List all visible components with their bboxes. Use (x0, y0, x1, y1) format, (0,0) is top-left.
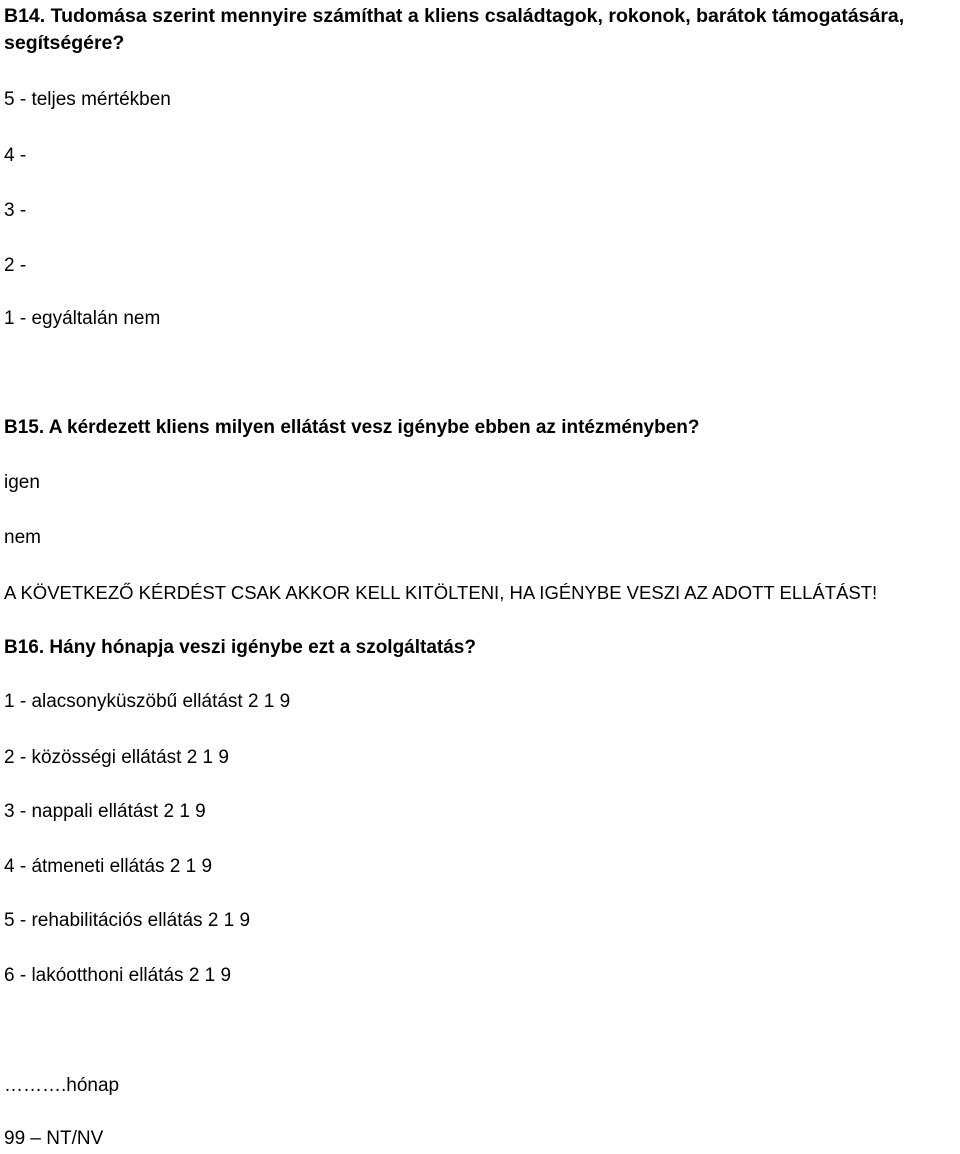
b16-option-4: 4 - átmeneti ellátás 2 1 9 (4, 856, 213, 877)
b14-option-3: 3 - (4, 200, 27, 221)
b15-option-igen: igen (4, 472, 40, 493)
b16-option-3: 3 - nappali ellátást 2 1 9 (4, 801, 206, 822)
b16-option-2: 2 - közösségi ellátást 2 1 9 (4, 747, 229, 768)
question-b15: B15. A kérdezett kliens milyen ellátást vesz igénybe ebben az intézményben? (4, 417, 700, 438)
b16-option-6: 6 - lakóotthoni ellátás 2 1 9 (4, 965, 232, 986)
b15-option-nem: nem (4, 527, 41, 548)
b14-option-4: 4 - (4, 145, 27, 166)
b16-option-1: 1 - alacsonyküszöbű ellátást 2 1 9 (4, 691, 291, 712)
question-b14: B14. Tudomása szerint mennyire számíthat a kliens családtagok, rokonok, barátok támogatására, segítségére? (4, 5, 905, 54)
b14-option-5: 5 - teljes mértékben (4, 89, 171, 110)
question-b16: B16. Hány hónapja veszi igénybe ezt a szolgáltatás? (4, 637, 476, 658)
b14-option-1: 1 - egyáltalán nem (4, 308, 161, 329)
b14-option-2: 2 - (4, 255, 27, 276)
b16-option-5: 5 - rehabilitációs ellátás 2 1 9 (4, 910, 251, 931)
instruction-text: A KÖVETKEZŐ KÉRDÉST CSAK AKKOR KELL KITÖLTENI, HA IGÉNYBE VESZI AZ ADOTT ELLÁTÁST! (4, 582, 878, 603)
months-answer-blank: ……….hónap (4, 1075, 120, 1096)
na-code: 99 – NT/NV (4, 1128, 104, 1149)
